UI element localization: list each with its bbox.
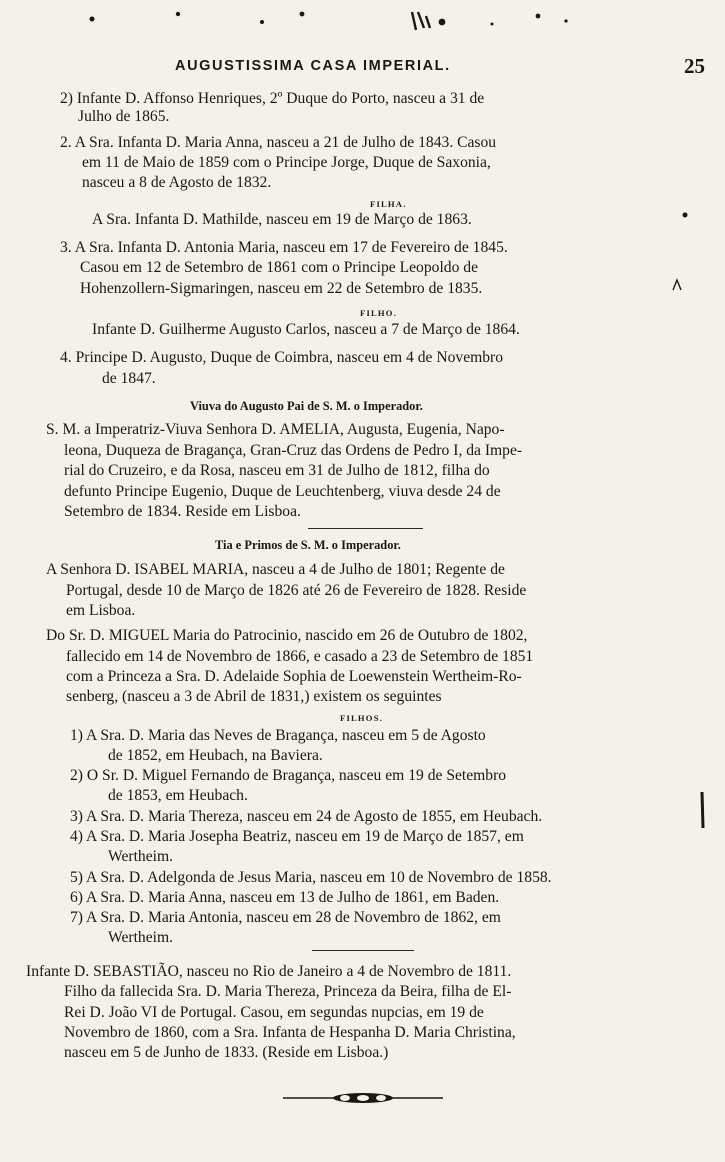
text-line: Hohenzollern-Sigmaringen, nasceu em 22 de Setembro de 1835. bbox=[80, 280, 483, 297]
section-heading: Tia e Primos de S. M. o Imperador. bbox=[215, 538, 401, 552]
text-line: de 1847. bbox=[102, 370, 156, 387]
text-line: Portugal, desde 10 de Março de 1826 até 26 de Fevereiro de 1828. Reside bbox=[66, 582, 527, 599]
text-line: 3) A Sra. D. Maria Thereza, nasceu em 24 de Agosto de 1855, em Heubach. bbox=[70, 808, 543, 825]
text-line: Infante D. SEBASTIÃO, nasceu no Rio de Janeiro a 4 de Novembro de 1811. bbox=[26, 963, 512, 980]
text-line: Setembro de 1834. Reside em Lisboa. bbox=[64, 503, 301, 520]
running-head-title: AUGUSTISSIMA CASA IMPERIAL. bbox=[175, 58, 451, 74]
text-line: 1) A Sra. D. Maria das Neves de Bragança, nasceu em 5 de Agosto bbox=[70, 727, 486, 744]
text-line: A Senhora D. ISABEL MARIA, nasceu a 4 de Julho de 1801; Regente de bbox=[46, 561, 505, 578]
text-line: defunto Principe Eugenio, Duque de Leuchtenberg, viuva desde 24 de bbox=[64, 483, 501, 500]
text-line: 6) A Sra. D. Maria Anna, nasceu em 13 de Julho de 1861, em Baden. bbox=[70, 889, 500, 906]
text-line: 2) Infante D. Affonso Henriques, 2º Duque do Porto, nasceu a 31 de bbox=[60, 90, 485, 107]
section-label: FILHA. bbox=[370, 199, 407, 209]
text-line: em Lisboa. bbox=[66, 602, 136, 619]
text-line: Wertheim. bbox=[108, 848, 173, 865]
page-number: 25 bbox=[684, 54, 705, 78]
section-rule bbox=[312, 950, 414, 951]
section-rule bbox=[308, 528, 423, 529]
ink-speck bbox=[670, 278, 684, 292]
margin-mark bbox=[695, 790, 709, 830]
text-line: Wertheim. bbox=[108, 929, 173, 946]
text-line: 4) A Sra. D. Maria Josepha Beatriz, nasceu em 19 de Março de 1857, em bbox=[70, 828, 524, 845]
text-line: 7) A Sra. D. Maria Antonia, nasceu em 28 de Novembro de 1862, em bbox=[70, 909, 501, 926]
text-line: nasceu a 8 de Agosto de 1832. bbox=[82, 174, 272, 191]
text-line: 5) A Sra. D. Adelgonda de Jesus Maria, nasceu em 10 de Novembro de 1858. bbox=[70, 869, 552, 886]
ink-speck bbox=[680, 210, 690, 220]
text-line: leona, Duqueza de Bragança, Gran-Cruz das Ordens de Pedro I, da Impe- bbox=[64, 442, 523, 459]
text-line: Infante D. Guilherme Augusto Carlos, nasceu a 7 de Março de 1864. bbox=[92, 321, 520, 338]
section-label: FILHOS. bbox=[340, 713, 384, 723]
text-line: S. M. a Imperatriz-Viuva Senhora D. AMELIA, Augusta, Eugenia, Napo- bbox=[46, 421, 505, 438]
text-line: de 1852, em Heubach, na Baviera. bbox=[108, 747, 323, 764]
text-line: de 1853, em Heubach. bbox=[108, 787, 248, 804]
text-line: em 11 de Maio de 1859 com o Principe Jorge, Duque de Saxonia, bbox=[82, 154, 491, 171]
text-line: nasceu em 5 de Junho de 1833. (Reside em Lisboa.) bbox=[64, 1044, 389, 1061]
text-line: Rei D. João VI de Portugal. Casou, em segundas nupcias, em 19 de bbox=[64, 1004, 484, 1021]
text-line: rial do Cruzeiro, e da Rosa, nasceu em 31 de Julho de 1812, filha do bbox=[64, 462, 490, 479]
end-ornament bbox=[283, 1090, 443, 1106]
section-heading: Viuva do Augusto Pai de S. M. o Imperador. bbox=[190, 399, 423, 413]
section-label: FILHO. bbox=[360, 308, 398, 318]
text-line: Novembro de 1860, com a Sra. Infanta de Hespanha D. Maria Christina, bbox=[64, 1024, 516, 1041]
text-line: A Sra. Infanta D. Mathilde, nasceu em 19 de Março de 1863. bbox=[92, 211, 472, 228]
text-line: 3. A Sra. Infanta D. Antonia Maria, nasceu em 17 de Fevereiro de 1845. bbox=[60, 239, 508, 256]
text-line: 2) O Sr. D. Miguel Fernando de Bragança, nasceu em 19 de Setembro bbox=[70, 767, 507, 784]
text-line: 4. Principe D. Augusto, Duque de Coimbra, nasceu em 4 de Novembro bbox=[60, 349, 504, 366]
text-line: Julho de 1865. bbox=[78, 108, 170, 125]
text-line: Filho da fallecida Sra. D. Maria Thereza, Princeza da Beira, filha de El- bbox=[64, 983, 512, 1000]
text-line: 2. A Sra. Infanta D. Maria Anna, nasceu a 21 de Julho de 1843. Casou bbox=[60, 134, 497, 151]
text-line: senberg, (nasceu a 3 de Abril de 1831,) existem os seguintes bbox=[66, 688, 442, 705]
text-line: Casou em 12 de Setembro de 1861 com o Principe Leopoldo de bbox=[80, 259, 478, 276]
text-line: fallecido em 14 de Novembro de 1866, e casado a 23 de Setembro de 1851 bbox=[66, 648, 534, 665]
text-line: com a Princeza a Sra. D. Adelaide Sophia de Loewenstein Wertheim-Ro- bbox=[66, 668, 522, 685]
running-head bbox=[0, 54, 725, 82]
text-line: Do Sr. D. MIGUEL Maria do Patrocinio, nascido em 26 de Outubro de 1802, bbox=[46, 627, 528, 644]
print-smudges bbox=[0, 0, 725, 60]
